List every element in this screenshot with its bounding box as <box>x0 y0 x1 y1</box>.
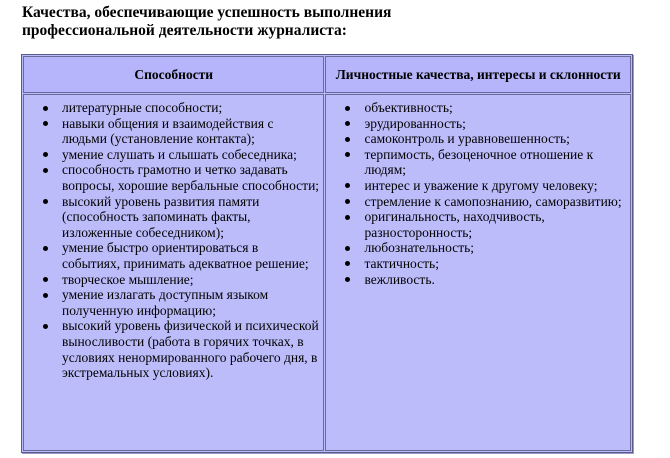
qualities-list-item: объективность; <box>364 100 626 116</box>
abilities-list <box>28 100 319 381</box>
qualities-column-header: Личностные качества, интересы и склонности <box>325 56 631 93</box>
qualities-list-item: любознательность; <box>364 240 626 256</box>
abilities-list-item: творческое мышление; <box>62 272 319 288</box>
qualities-list-item: эрудированность; <box>364 116 626 132</box>
qualities-list-item: тактичность; <box>364 256 626 272</box>
qualities-list <box>330 100 626 287</box>
abilities-list-item: навыки общения и взаимодействия с людьми (установление контакта); <box>62 116 319 147</box>
qualities-table <box>21 54 633 453</box>
abilities-list-item: способность грамотно и четко задавать вопросы, хорошие вербальные способности; <box>62 162 320 193</box>
heading-line-1: Качества, обеспечивающие успешность выполнения <box>22 4 392 21</box>
abilities-list-item: умение излагать доступным языком полученную информацию; <box>62 287 319 318</box>
abilities-list-item: высокий уровень физической и психической выносливости (работа в горячих точках, в условиях ненормированного рабочего дня, в экстремальных условиях). <box>62 318 319 381</box>
abilities-list-item: литературные способности; <box>62 100 319 116</box>
qualities-list-item: интерес и уважение к другому человеку; <box>364 178 626 194</box>
qualities-list-item: самоконтроль и уравновешенность; <box>364 131 626 147</box>
heading-line-2: профессиональной деятельности журналиста: <box>22 22 347 39</box>
abilities-column-header: Способности <box>23 56 324 93</box>
qualities-cell <box>325 94 631 451</box>
qualities-list-item: вежливость. <box>364 272 626 288</box>
qualities-list-item: стремление к самопознанию, саморазвитию; <box>364 194 626 210</box>
abilities-list-item: умение быстро ориентироваться в событиях, принимать адекватное решение; <box>62 240 319 271</box>
qualities-list-item: терпимость, безоценочное отношение к людям; <box>364 147 626 178</box>
abilities-list-item: высокий уровень развития памяти (способность запоминать факты, изложенные собеседником); <box>62 194 319 241</box>
abilities-list-item: умение слушать и слышать собеседника; <box>62 147 319 163</box>
page-heading <box>22 4 642 40</box>
qualities-list-item: оригинальность, находчивость, разносторонность; <box>364 209 626 240</box>
abilities-cell <box>23 94 324 451</box>
